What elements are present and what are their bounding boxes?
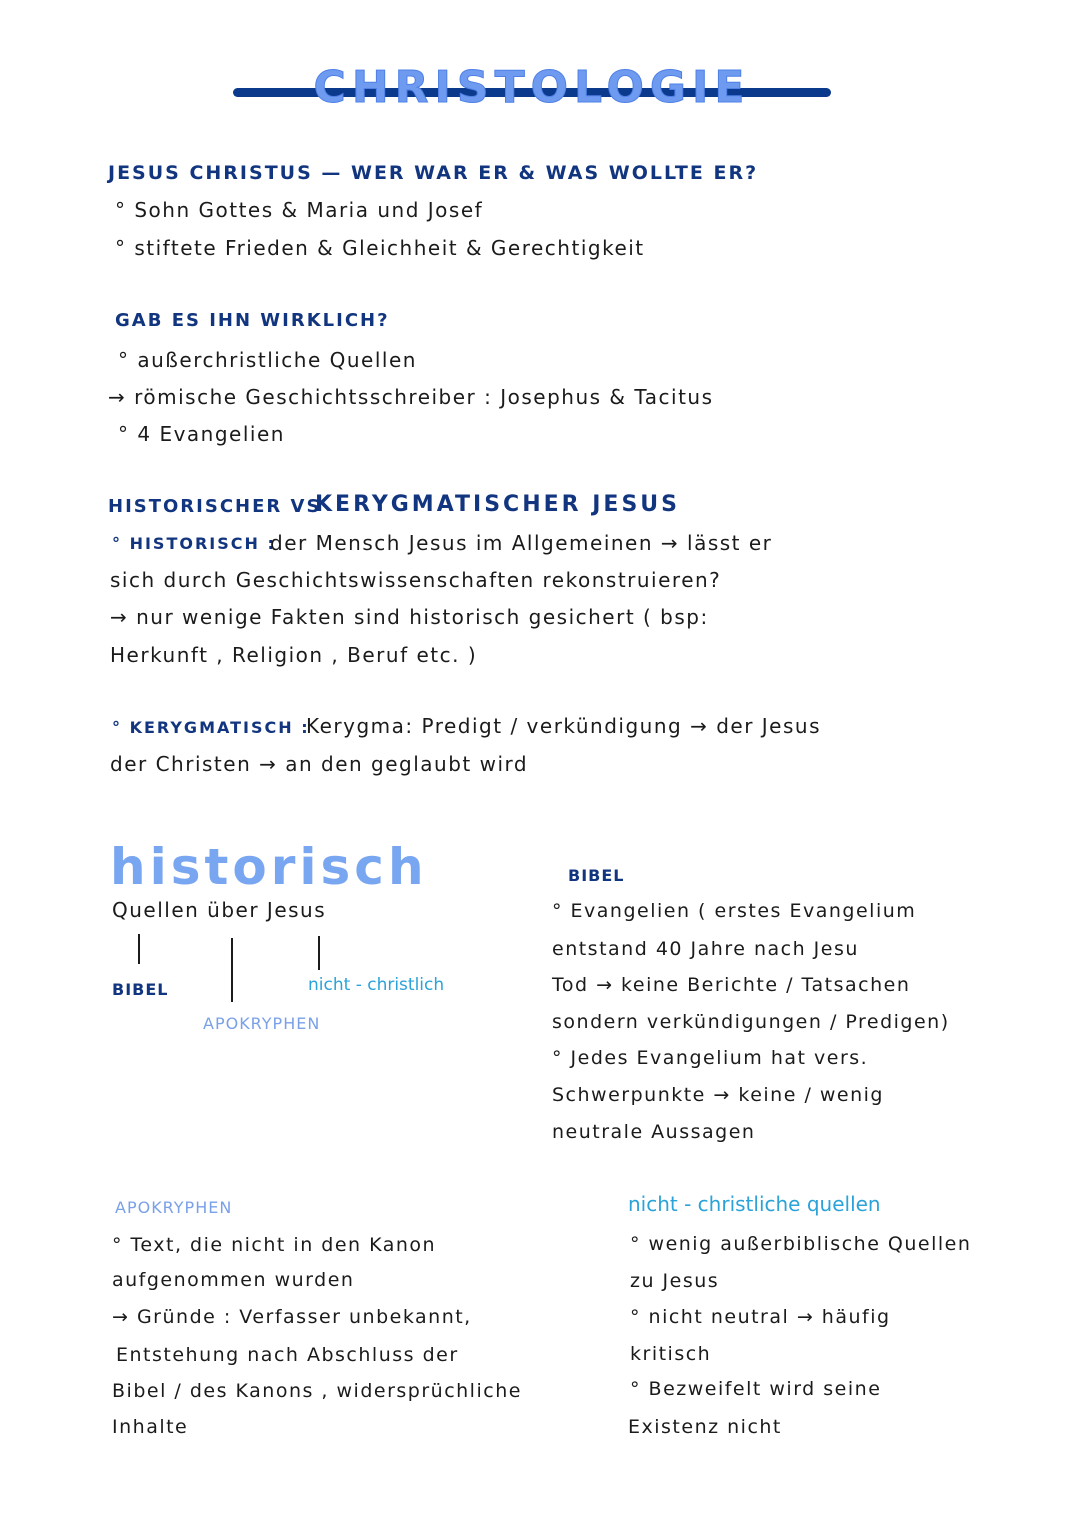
branch-label-apokryphen: APOKRYPHEN — [203, 1014, 321, 1033]
text-line: ° Bezweifelt wird seine — [630, 1378, 882, 1400]
text-line: ° Evangelien ( erstes Evangelium — [552, 900, 917, 922]
label-kerygmatisch: ° KERYGMATISCH : — [112, 718, 310, 737]
text-line: sondern verkündigungen / Predigen) — [552, 1011, 950, 1033]
text-line: Entstehung nach Abschluss der — [116, 1344, 459, 1366]
text-line: ° 4 Evangelien — [118, 422, 285, 446]
branch-label-bibel: BIBEL — [112, 980, 169, 999]
branch-label-nicht-christlich: nicht - christlich — [308, 975, 445, 995]
text-line: Inhalte — [112, 1416, 189, 1438]
text-line: → Gründe : Verfasser unbekannt, — [112, 1306, 472, 1328]
text-line: entstand 40 Jahre nach Jesu — [552, 938, 859, 960]
text-line: Kerygma: Predigt / verkündigung → der Jesus — [306, 714, 821, 738]
text-line: ° Sohn Gottes & Maria und Josef — [115, 198, 484, 222]
page-title: CHRISTOLOGIE — [313, 62, 751, 113]
text-line: zu Jesus — [630, 1270, 720, 1292]
text-line: kritisch — [630, 1343, 712, 1365]
text-line: der Christen → an den geglaubt wird — [110, 752, 529, 776]
nicht-christlich-heading: nicht - christliche quellen — [628, 1192, 881, 1216]
branch-line-apokryphen — [231, 938, 233, 1002]
text-line: → römische Geschichtsschreiber : Josephus & Tacitus — [108, 385, 714, 409]
section-heading-historischer-vs: HISTORISCHER VS — [108, 496, 322, 517]
text-line: der Mensch Jesus im Allgemeinen → lässt er — [270, 531, 773, 555]
text-line: ° Jedes Evangelium hat vers. — [552, 1047, 869, 1069]
text-line: sich durch Geschichtswissenschaften rekonstruieren? — [110, 568, 722, 592]
text-line: neutrale Aussagen — [552, 1121, 756, 1143]
label-historisch: ° HISTORISCH : — [112, 534, 276, 553]
apokryphen-heading: APOKRYPHEN — [115, 1198, 233, 1217]
text-line: Schwerpunkte → keine / wenig — [552, 1084, 884, 1106]
text-line: Existenz nicht — [628, 1416, 782, 1438]
historisch-title: historisch — [110, 838, 428, 896]
bibel-heading: BIBEL — [568, 866, 625, 885]
text-line: ° nicht neutral → häufig — [630, 1306, 891, 1328]
section-heading-jesus-christus: JESUS CHRISTUS — WER WAR ER & WAS WOLLTE ER? — [108, 162, 759, 184]
text-line: → nur wenige Fakten sind historisch gesichert ( bsp: — [110, 605, 709, 629]
diagram-subtitle: Quellen über Jesus — [112, 898, 327, 922]
text-line: aufgenommen wurden — [112, 1269, 355, 1291]
text-line: Herkunft , Religion , Beruf etc. ) — [110, 643, 478, 667]
text-line: Bibel / des Kanons , widersprüchliche — [112, 1380, 522, 1402]
text-line: Tod → keine Berichte / Tatsachen — [552, 974, 911, 996]
text-line: ° stiftete Frieden & Gleichheit & Gerechtigkeit — [115, 236, 645, 260]
branch-line-nicht-christlich — [318, 936, 320, 970]
text-line: ° wenig außerbiblische Quellen — [630, 1233, 972, 1255]
text-line: ° Text, die nicht in den Kanon — [112, 1234, 437, 1256]
section-heading-kerygmatischer: KERYGMATISCHER JESUS — [315, 492, 681, 517]
section-heading-gab-es-ihn: GAB ES IHN WIRKLICH? — [115, 310, 390, 331]
branch-line-bibel — [138, 934, 140, 964]
text-line: ° außerchristliche Quellen — [118, 348, 417, 372]
